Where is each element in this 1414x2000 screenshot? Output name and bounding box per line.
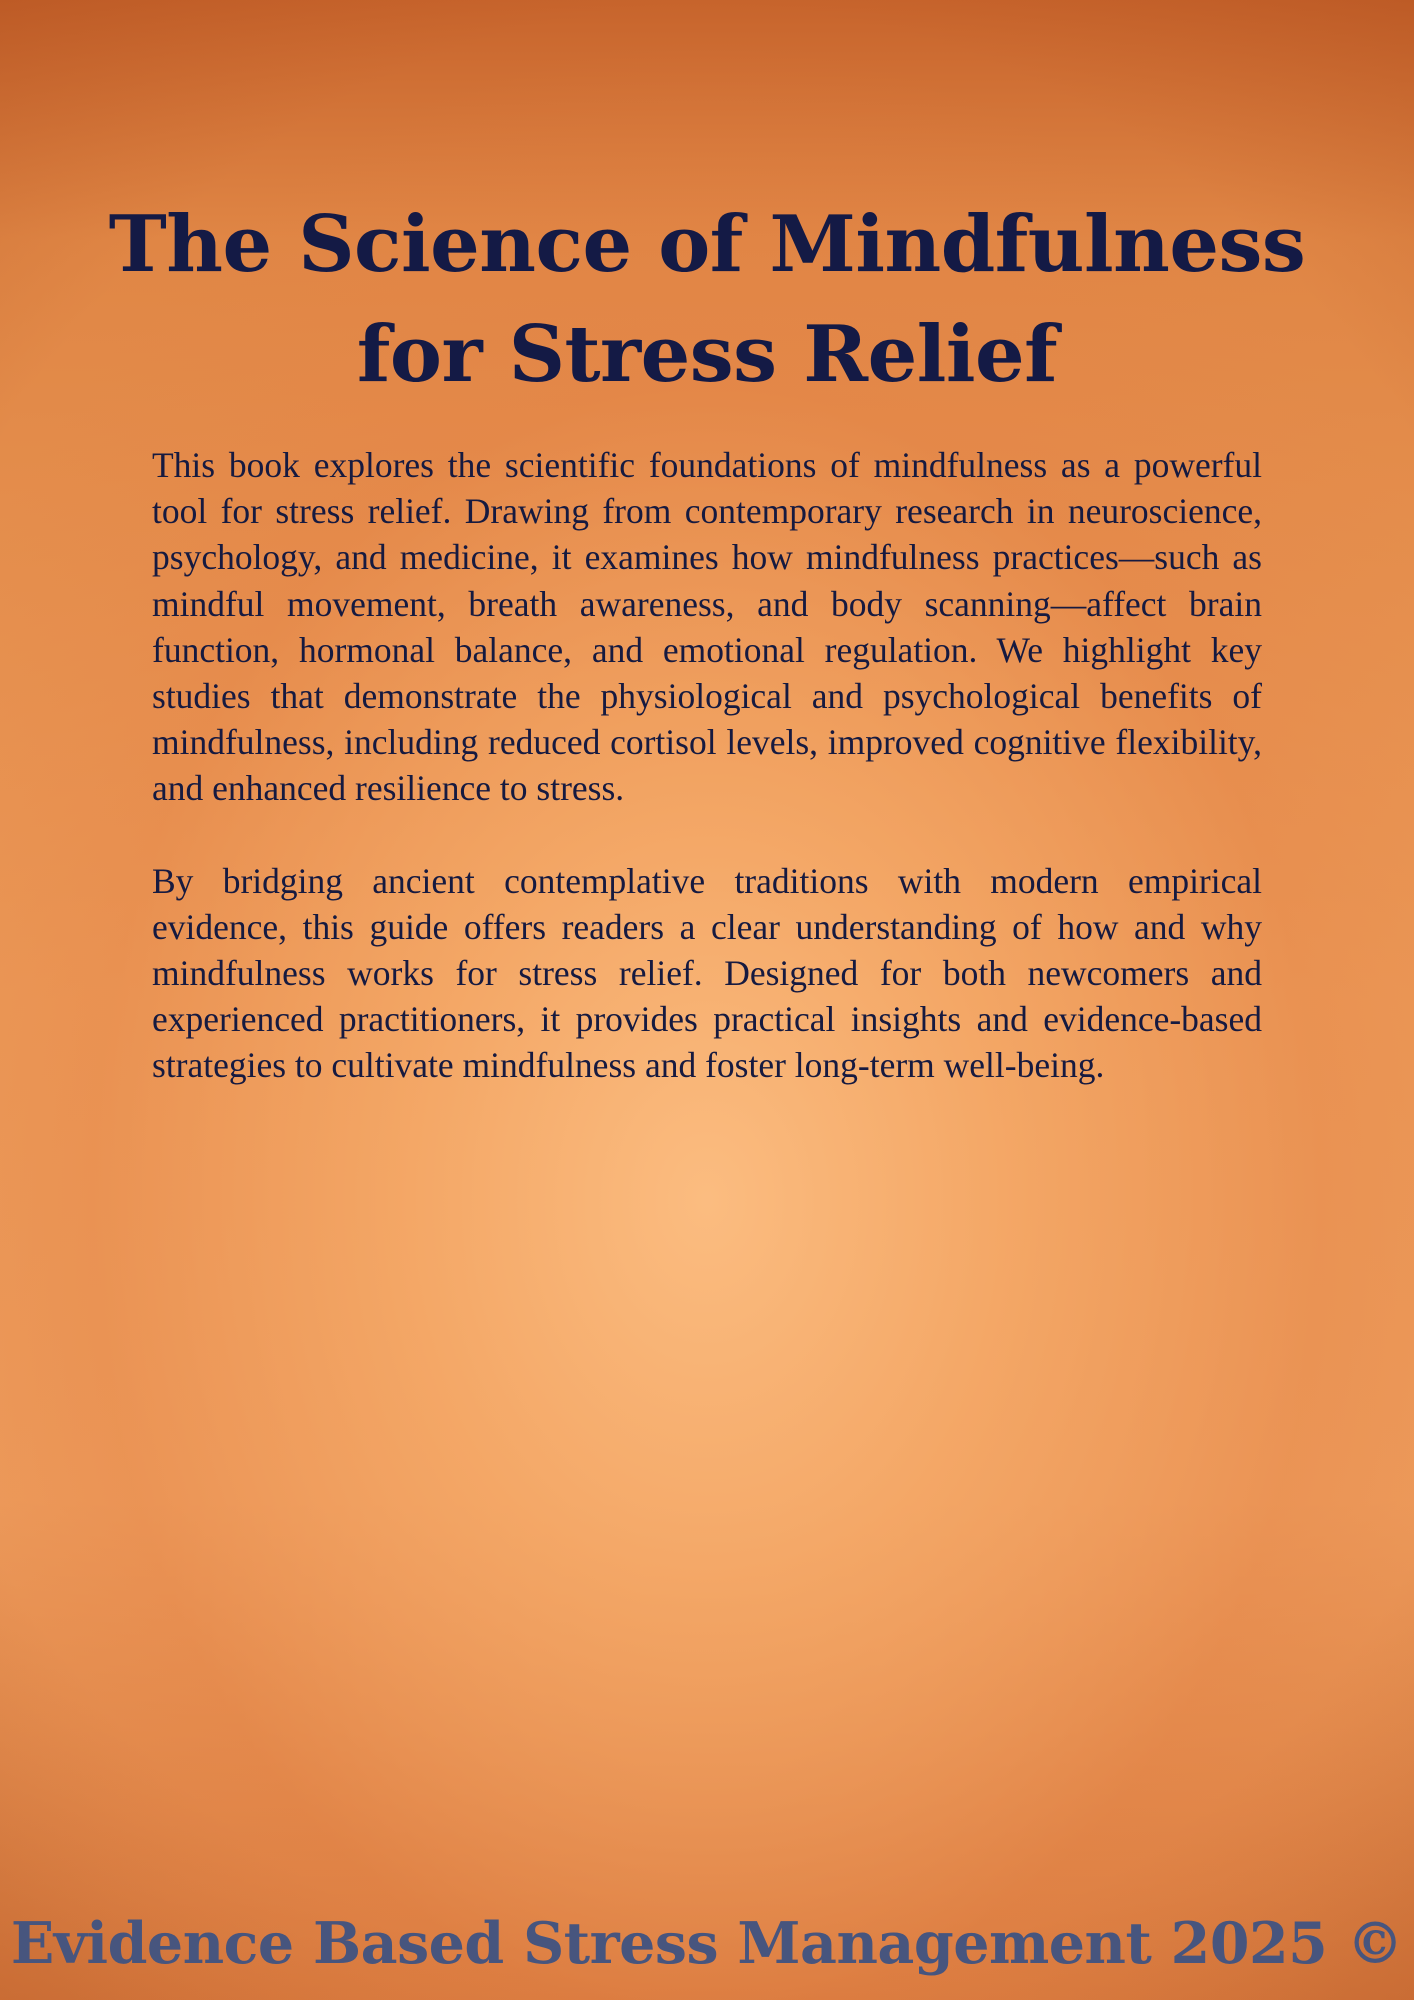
blurb-paragraph-1: This book explores the scientific foundations of mindfulness as a powerful tool for stress relief. Drawing from contemporary research in neuroscience, psychology, and medicine, it examines how mindfulness practices—such as mindful movement, breath awareness, and body scanning—affect brain function, hormonal balance, and emotional regulation. We highlight key studies that demonstrate the physiological and psychological benefits of mindfulness, including reduced cortisol levels, improved cognitive flexibility, and enhanced resilience to stress. (152, 445, 1262, 809)
publisher-footer: Evidence Based Stress Management 2025 © (10, 1910, 1404, 1977)
book-title: The Science of Mindfulness for Stress Relief (108, 199, 1306, 400)
book-blurb (152, 442, 1262, 1135)
blurb-paragraph-2: By bridging ancient contemplative traditions with modern empirical evidence, this guide offers readers a clear understanding of how and why mindfulness works for stress relief. Designed for both newcomers and experienced practitioners, it provides practical insights and evidence-based strategies to cultivate mindfulness and foster long-term well-being. (152, 860, 1262, 1086)
